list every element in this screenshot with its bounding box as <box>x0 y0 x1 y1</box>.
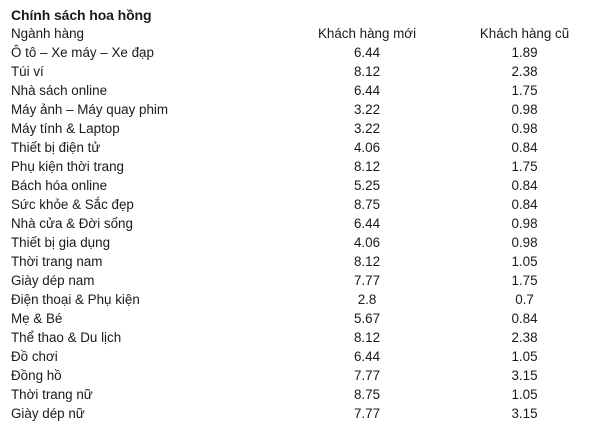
header-old-customer: Khách hàng cũ <box>479 26 570 41</box>
header-new-customer: Khách hàng mới <box>317 26 417 41</box>
cell-category: Thể thao & Du lịch <box>11 330 122 345</box>
cell-new-customer: 7.77 <box>353 273 381 288</box>
cell-category: Bách hóa online <box>11 178 108 193</box>
cell-category: Nhà cửa & Đời sống <box>11 216 133 231</box>
table-row <box>11 271 586 290</box>
cell-new-customer: 5.67 <box>353 311 381 326</box>
document-title: Chính sách hoa hồng <box>11 7 152 23</box>
cell-new-customer: 6.44 <box>353 83 381 98</box>
cell-new-customer: 7.77 <box>353 406 381 421</box>
cell-new-customer: 4.06 <box>353 140 381 155</box>
cell-old-customer: 1.75 <box>511 83 538 98</box>
cell-category: Thiết bị điện tử <box>11 140 101 155</box>
cell-new-customer: 8.75 <box>353 197 381 212</box>
cell-old-customer: 1.05 <box>511 254 538 269</box>
cell-new-customer: 3.22 <box>353 102 381 117</box>
cell-old-customer: 0.84 <box>511 197 538 212</box>
cell-category: Máy tính & Laptop <box>11 121 120 136</box>
cell-old-customer: 0.98 <box>511 102 538 117</box>
cell-new-customer: 8.75 <box>353 387 381 402</box>
cell-old-customer: 0.84 <box>511 311 538 326</box>
cell-old-customer: 1.75 <box>511 273 538 288</box>
cell-new-customer: 8.12 <box>353 254 381 269</box>
table-row <box>11 62 586 81</box>
cell-old-customer: 1.05 <box>511 387 538 402</box>
cell-old-customer: 0.84 <box>511 178 538 193</box>
cell-new-customer: 8.12 <box>353 159 381 174</box>
header-category: Ngành hàng <box>11 26 84 41</box>
cell-old-customer: 0.98 <box>511 216 538 231</box>
cell-category: Mẹ & Bé <box>11 311 63 326</box>
cell-category: Sức khỏe & Sắc đẹp <box>11 197 134 212</box>
commission-table <box>11 24 586 423</box>
table-row <box>11 119 586 138</box>
cell-new-customer: 7.77 <box>353 368 381 383</box>
table-row <box>11 233 586 252</box>
cell-old-customer: 0.7 <box>515 292 534 307</box>
cell-category: Thiết bị gia dụng <box>11 235 111 250</box>
cell-old-customer: 0.84 <box>511 140 538 155</box>
cell-category: Đồng hồ <box>11 368 62 383</box>
cell-new-customer: 6.44 <box>353 45 381 60</box>
cell-old-customer: 3.15 <box>511 406 538 421</box>
cell-new-customer: 2.8 <box>357 292 377 307</box>
cell-old-customer: 0.98 <box>511 121 538 136</box>
cell-old-customer: 1.05 <box>511 349 538 364</box>
cell-category: Máy ảnh – Máy quay phim <box>11 102 169 117</box>
cell-new-customer: 5.25 <box>353 178 381 193</box>
cell-category: Thời trang nam <box>11 254 103 269</box>
cell-old-customer: 2.38 <box>511 330 538 345</box>
cell-new-customer: 8.12 <box>353 330 381 345</box>
cell-old-customer: 0.98 <box>511 235 538 250</box>
cell-old-customer: 1.75 <box>511 159 538 174</box>
cell-new-customer: 6.44 <box>353 216 381 231</box>
table-row <box>11 176 586 195</box>
cell-category: Phụ kiện thời trang <box>11 159 124 174</box>
cell-old-customer: 2.38 <box>511 64 538 79</box>
cell-old-customer: 3.15 <box>511 368 538 383</box>
table-row <box>11 138 586 157</box>
cell-category: Giày dép nam <box>11 273 95 288</box>
table-row <box>11 290 586 309</box>
cell-category: Đồ chơi <box>11 349 58 364</box>
table-body <box>11 43 586 423</box>
table-header <box>11 24 586 43</box>
table-row <box>11 157 586 176</box>
cell-category: Túi ví <box>11 64 44 79</box>
cell-new-customer: 3.22 <box>353 121 381 136</box>
table-row <box>11 195 586 214</box>
cell-old-customer: 1.89 <box>511 45 538 60</box>
table-row <box>11 366 586 385</box>
table-row <box>11 252 586 271</box>
cell-new-customer: 6.44 <box>353 349 381 364</box>
table-row <box>11 81 586 100</box>
cell-category: Ô tô – Xe máy – Xe đạp <box>11 45 154 60</box>
table-row <box>11 328 586 347</box>
header-row <box>11 24 586 43</box>
table-row <box>11 309 586 328</box>
cell-category: Điện thoại & Phụ kiện <box>11 292 140 307</box>
table-row <box>11 404 586 423</box>
table-row <box>11 385 586 404</box>
cell-category: Giày dép nữ <box>11 406 85 421</box>
cell-new-customer: 8.12 <box>353 64 381 79</box>
cell-new-customer: 4.06 <box>353 235 381 250</box>
table-row <box>11 100 586 119</box>
cell-category: Thời trang nữ <box>11 387 93 402</box>
table-row <box>11 214 586 233</box>
table-row <box>11 43 586 62</box>
cell-category: Nhà sách online <box>11 83 108 98</box>
table-row <box>11 347 586 366</box>
